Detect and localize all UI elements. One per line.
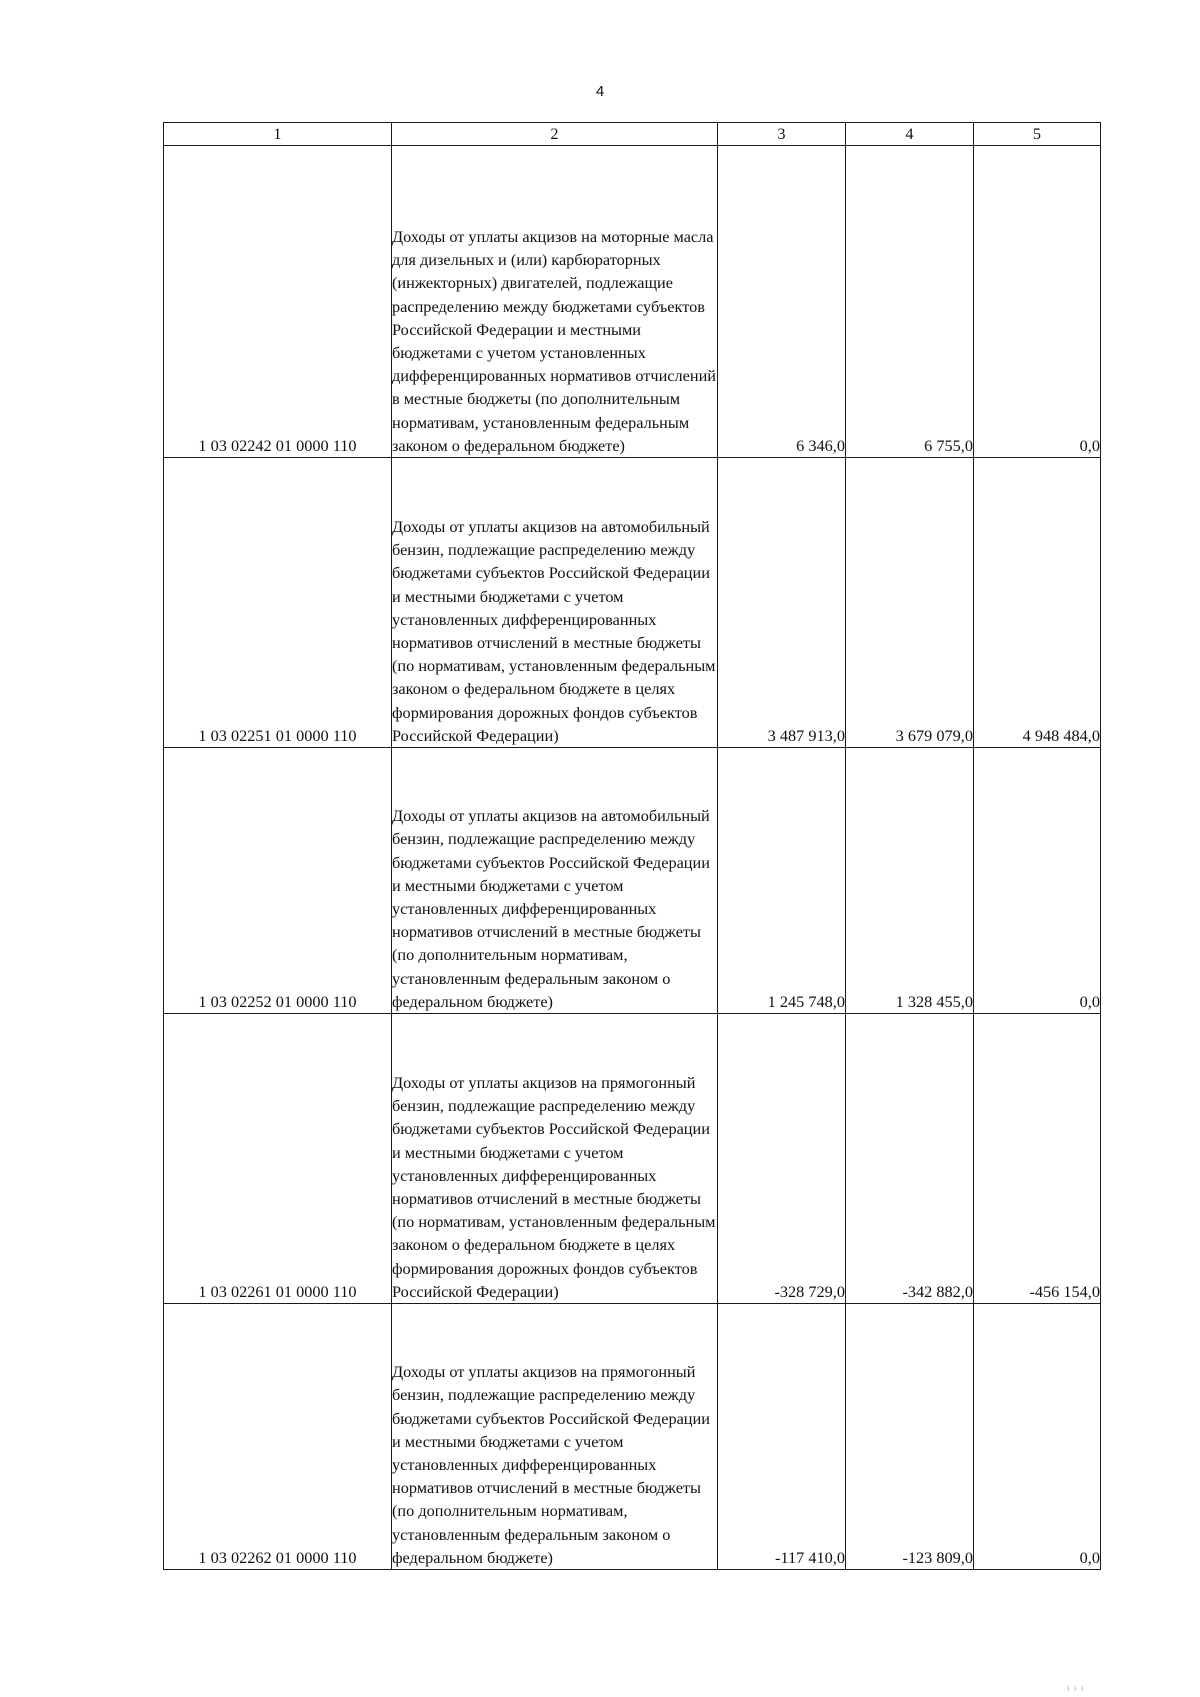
amount-col5: 4 948 484,0 bbox=[974, 458, 1101, 748]
amount-col5: 0,0 bbox=[974, 1304, 1101, 1570]
budget-revenue-table bbox=[163, 122, 1101, 1570]
table-row bbox=[164, 146, 1101, 458]
column-header-1: 1 bbox=[164, 123, 392, 146]
page-number: 4 bbox=[595, 83, 605, 100]
column-header-3: 3 bbox=[718, 123, 846, 146]
amount-col4: -342 882,0 bbox=[846, 1014, 974, 1304]
column-header-5: 5 bbox=[974, 123, 1101, 146]
revenue-description: Доходы от уплаты акцизов на моторные масла для дизельных и (или) карбюраторных (инжекторных) двигателей, подлежащие распределению между бюджетами субъектов Российской Федерации и местными бюджетами с учетом установленных дифференцированных нормативов отчислений в местные бюджеты (по дополнительным нормативам, установленным федеральным законом о федеральном бюджете) bbox=[392, 146, 718, 458]
column-header-4: 4 bbox=[846, 123, 974, 146]
amount-col5: -456 154,0 bbox=[974, 1014, 1101, 1304]
amount-col3: 1 245 748,0 bbox=[718, 748, 846, 1014]
amount-col4: 1 328 455,0 bbox=[846, 748, 974, 1014]
revenue-description: Доходы от уплаты акцизов на прямогонный бензин, подлежащие распределению между бюджетами субъектов Российской Федерации и местными бюджетами с учетом установленных дифференцированных нормативов отчислений в местные бюджеты (по дополнительным нормативам, установленным федеральным законом о федеральном бюджете) bbox=[392, 1304, 718, 1570]
classification-code: 1 03 02262 01 0000 110 bbox=[164, 1304, 392, 1570]
amount-col3: -328 729,0 bbox=[718, 1014, 846, 1304]
revenue-description: Доходы от уплаты акцизов на прямогонный бензин, подлежащие распределению между бюджетами субъектов Российской Федерации и местными бюджетами с учетом установленных дифференцированных нормативов отчислений в местные бюджеты (по нормативам, установленным федеральным законом о федеральном бюджете в целях формирования дорожных фондов субъектов Российской Федерации) bbox=[392, 1014, 718, 1304]
amount-col4: 6 755,0 bbox=[846, 146, 974, 458]
table-row bbox=[164, 1304, 1101, 1570]
revenue-description: Доходы от уплаты акцизов на автомобильный бензин, подлежащие распределению между бюджетами субъектов Российской Федерации и местными бюджетами с учетом установленных дифференцированных нормативов отчислений в местные бюджеты (по нормативам, установленным федеральным законом о федеральном бюджете в целях формирования дорожных фондов субъектов Российской Федерации) bbox=[392, 458, 718, 748]
amount-col3: 3 487 913,0 bbox=[718, 458, 846, 748]
amount-col3: 6 346,0 bbox=[718, 146, 846, 458]
table-row bbox=[164, 458, 1101, 748]
classification-code: 1 03 02261 01 0000 110 bbox=[164, 1014, 392, 1304]
classification-code: 1 03 02252 01 0000 110 bbox=[164, 748, 392, 1014]
amount-col3: -117 410,0 bbox=[718, 1304, 846, 1570]
amount-col4: -123 809,0 bbox=[846, 1304, 974, 1570]
classification-code: 1 03 02242 01 0000 110 bbox=[164, 146, 392, 458]
table-row bbox=[164, 748, 1101, 1014]
amount-col5: 0,0 bbox=[974, 146, 1101, 458]
table-row bbox=[164, 1014, 1101, 1304]
classification-code: 1 03 02251 01 0000 110 bbox=[164, 458, 392, 748]
column-header-2: 2 bbox=[392, 123, 718, 146]
column-number-row bbox=[164, 123, 1101, 146]
revenue-description: Доходы от уплаты акцизов на автомобильный бензин, подлежащие распределению между бюджетами субъектов Российской Федерации и местными бюджетами с учетом установленных дифференцированных нормативов отчислений в местные бюджеты (по дополнительным нормативам, установленным федеральным законом о федеральном бюджете) bbox=[392, 748, 718, 1014]
scan-edge-marks: ı ı ı bbox=[1067, 1683, 1085, 1693]
amount-col5: 0,0 bbox=[974, 748, 1101, 1014]
amount-col4: 3 679 079,0 bbox=[846, 458, 974, 748]
